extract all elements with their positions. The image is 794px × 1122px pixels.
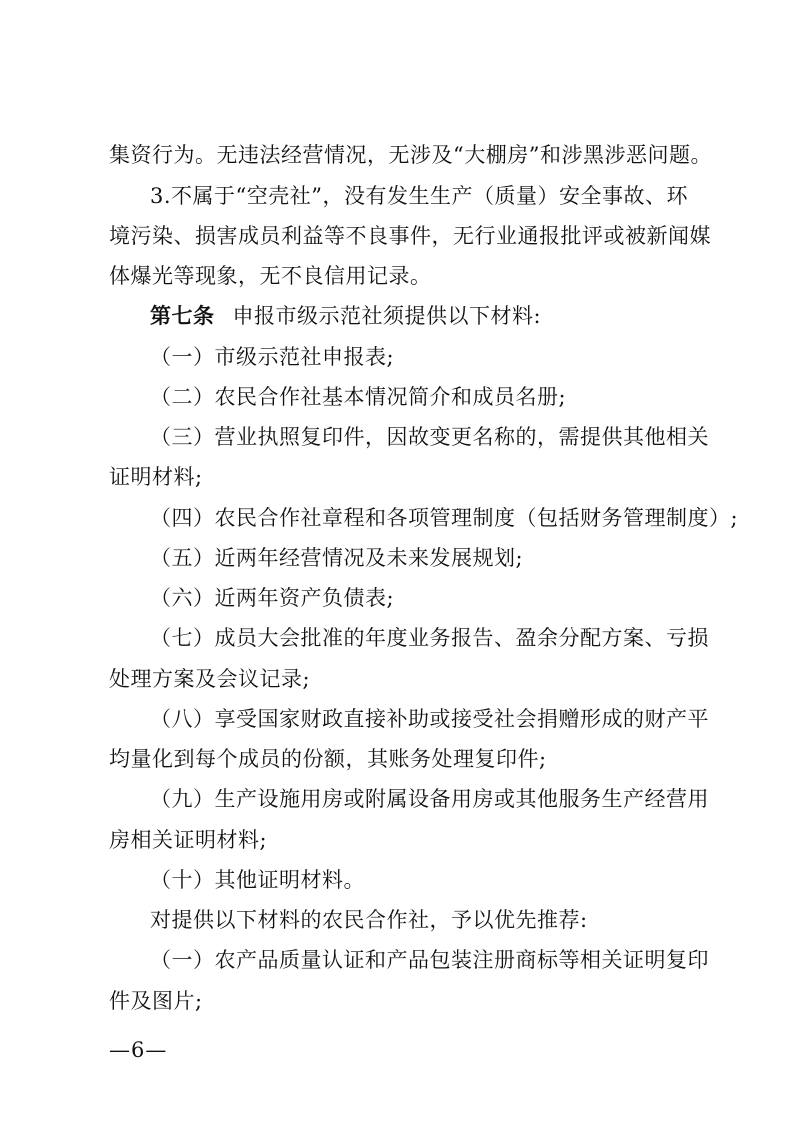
list-item-continuation: 均量化到每个成员的份额，其账务处理复印件; <box>109 747 547 771</box>
list-item: （十）其他证明材料。 <box>150 868 365 892</box>
paragraph-line: 集资行为。无违法经营情况，无涉及“大棚房”和涉黑涉恶问题。 <box>109 143 712 167</box>
list-item: （七）成员大会批准的年度业务报告、盈余分配方案、亏损 <box>150 626 709 650</box>
list-item: （六）近两年资产负债表; <box>150 586 395 610</box>
priority-intro-line: 对提供以下材料的农民合作社，予以优先推荐: <box>150 908 588 932</box>
list-item: （八）享受国家财政直接补助或接受社会捐赠形成的财产平 <box>150 707 709 731</box>
paragraph-line: 3.不属于“空壳社”，没有发生生产（质量）安全事故、环 <box>150 184 689 208</box>
paragraph-line: 境污染、损害成员利益等不良事件，无行业通报批评或被新闻媒 <box>109 224 711 248</box>
list-item: （二）农民合作社基本情况简介和成员名册; <box>150 385 567 409</box>
list-item-continuation: 处理方案及会议记录; <box>109 667 311 691</box>
list-item-continuation: 房相关证明材料; <box>109 828 268 852</box>
list-item-continuation: 证明材料; <box>109 465 203 489</box>
list-item: （一）农产品质量认证和产品包装注册商标等相关证明复印 <box>150 948 709 972</box>
list-item: （四）农民合作社章程和各项管理制度（包括财务管理制度）; <box>150 506 739 530</box>
article-heading: 第七条 <box>150 304 215 328</box>
article-seven-line <box>150 302 541 330</box>
list-item: （九）生产设施用房或附属设备用房或其他服务生产经营用 <box>150 787 709 811</box>
list-item: （三）营业执照复印件，因故变更名称的，需提供其他相关 <box>150 425 709 449</box>
list-item-continuation: 件及图片; <box>109 989 203 1013</box>
paragraph-line: 体爆光等现象，无不良信用记录。 <box>109 264 432 288</box>
list-item: （五）近两年经营情况及未来发展规划; <box>150 546 524 570</box>
page-number: —6— <box>109 1038 168 1062</box>
article-text: 申报市级示范社须提供以下材料: <box>232 304 542 328</box>
list-item: （一）市级示范社申报表; <box>150 345 395 369</box>
